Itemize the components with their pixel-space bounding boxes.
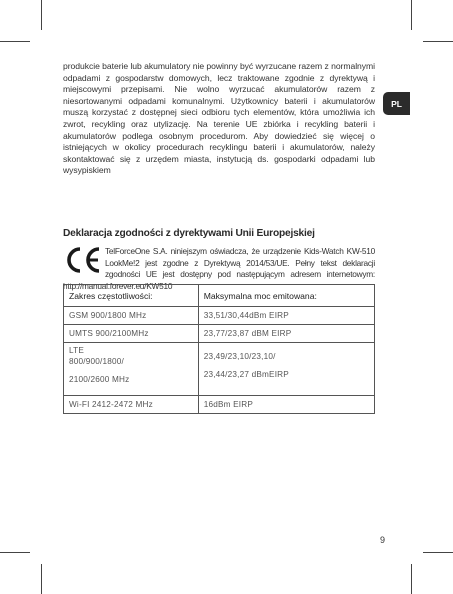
crop-mark bbox=[411, 0, 412, 30]
crop-mark bbox=[0, 41, 30, 42]
range-cell: GSM 900/1800 MHz bbox=[64, 307, 199, 325]
table-row bbox=[64, 396, 375, 414]
page-number: 9 bbox=[380, 535, 386, 545]
range-cell: UMTS 900/2100MHz bbox=[64, 325, 199, 343]
column-header-power: Maksymalna moc emitowana: bbox=[198, 285, 374, 307]
table-row bbox=[64, 343, 375, 396]
power-cell: 33,51/30,44dBm EIRP bbox=[198, 307, 374, 325]
body-paragraph: produkcie baterie lub akumulatory nie powinny być wyrzucane razem z normalnymi odpadami z gospodarstw domowych, lecz traktowane zgodnie z dyrektywą i miejscowymi przepisami. Nie wolno wyrzucać akumulatorów razem z niesortowanymi odpadami komunalnymi. Użytkownicy baterii i akumulatorów muszą korzystać z dostępnej sieci odbioru tych elementów, która umożliwia ich zwrot, recykling oraz utylizację. Na terenie UE zbiórka i recykling baterii i akumulatorów podlega osobnym procedurom. Aby dowiedzieć się więcej o istniejących w okolicy procedurach recyklingu baterii i akumulatorów, należy skontaktować się z urzędem miasta, instytucją ds. gospodarki odpadami lub wysypiskiem bbox=[63, 61, 375, 176]
frequency-table bbox=[63, 284, 375, 414]
table-header-row bbox=[64, 285, 375, 307]
crop-mark bbox=[41, 564, 42, 594]
range-line: 2100/2600 MHz bbox=[69, 375, 130, 384]
crop-mark bbox=[423, 552, 453, 553]
power-cell: 23,77/23,87 dBM EIRP bbox=[198, 325, 374, 343]
declaration-heading: Deklaracja zgodności z dyrektywami Unii Europejskiej bbox=[63, 228, 315, 239]
power-line: 23,44/23,27 dBmEIRP bbox=[203, 370, 289, 379]
power-cell: 16dBm EIRP bbox=[198, 396, 374, 414]
crop-mark bbox=[423, 41, 453, 42]
table-row bbox=[64, 307, 375, 325]
language-tab: PL bbox=[383, 92, 410, 115]
table-row bbox=[64, 325, 375, 343]
power-cell bbox=[198, 343, 374, 396]
crop-mark bbox=[41, 0, 42, 30]
range-cell bbox=[64, 343, 199, 396]
crop-mark bbox=[0, 552, 30, 553]
power-line: 23,49/23,10/23,10/ bbox=[203, 352, 276, 361]
column-header-range: Zakres częstotliwości: bbox=[64, 285, 199, 307]
declaration-body: TelForceOne S.A. niniejszym oświadcza, że urządzenie Kids-Watch KW-510 LookMe!2 jest zgodne z Dyrektywą 2014/53/UE. Pełny tekst deklaracji zgodności UE jest dostępny pod następującym adresem internetowym: http://manual.forever.eu/KW510 bbox=[63, 246, 375, 291]
range-cell: Wi-FI 2412-2472 MHz bbox=[64, 396, 199, 414]
range-line: 800/900/1800/ bbox=[69, 357, 124, 366]
range-line: LTE bbox=[69, 346, 85, 355]
crop-mark bbox=[411, 564, 412, 594]
